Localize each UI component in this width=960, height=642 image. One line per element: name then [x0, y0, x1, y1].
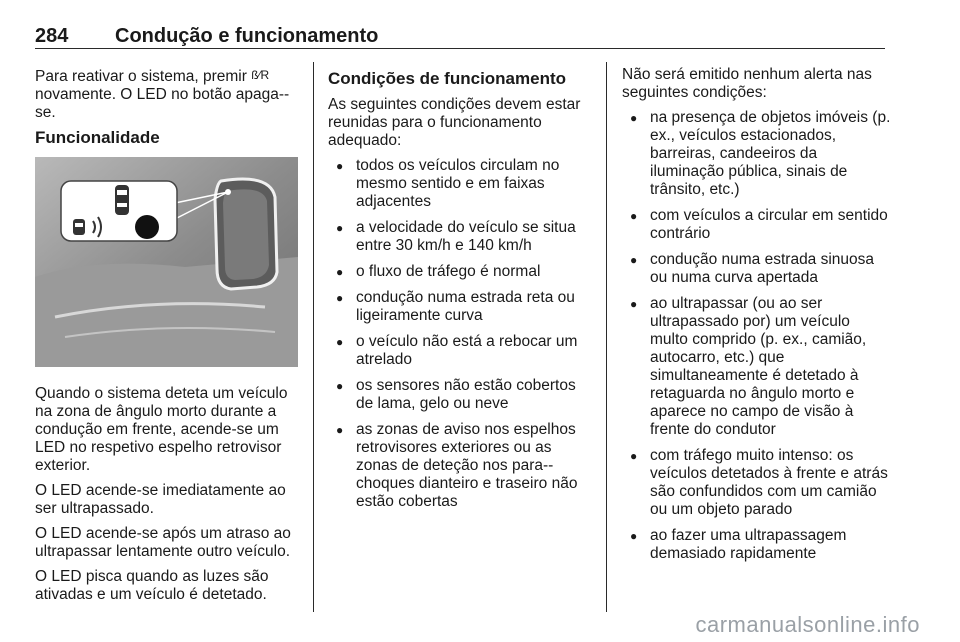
page-number: 284 [35, 25, 69, 47]
section-heading-conditions: Condições de funcionamento [328, 69, 567, 88]
list-item: ● os sensores não estão cobertos de lama, gelo ou neve [328, 377, 593, 413]
column-left [35, 66, 303, 611]
page-header [35, 25, 885, 49]
list-item: ● as zonas de aviso nos espelhos retrovisores exteriores ou as zonas de deteção nos para--choques dianteiro e traseiro não estão cobertas [328, 421, 593, 511]
functionality-paragraph-1: Quando o sistema deteta um veículo na zona de ângulo morto durante a condução em frente, acende-se um LED no respetivo espelho retrovisor exterior. [35, 385, 288, 474]
watermark: carmanualsonline.info [695, 612, 920, 637]
no-alert-list [622, 109, 892, 563]
reactivate-text-start: Para reativar o sistema, premir [35, 68, 252, 85]
list-item: ● ao fazer uma ultrapassagem demasiado rapidamente [622, 527, 892, 563]
section-heading-functionality: Funcionalidade [35, 128, 160, 147]
list-item: ● condução numa estrada sinuosa ou numa curva apertada [622, 251, 892, 287]
column-right [622, 66, 892, 571]
conditions-intro: As seguintes condições devem estar reunidas para o funcionamento adequado: [328, 96, 581, 149]
reactivate-paragraph [35, 66, 303, 122]
list-item: ● o fluxo de tráfego é normal [328, 263, 593, 281]
functionality-paragraph-2: O LED acende-se imediatamente ao ser ultrapassado. [35, 482, 286, 517]
list-item: ● condução numa estrada reta ou ligeiramente curva [328, 289, 593, 325]
mirror-led-illustration [35, 157, 298, 367]
column-divider-1 [313, 62, 314, 612]
functionality-paragraph-3: O LED acende-se após um atraso ao ultrapassar lentamente outro veículo. [35, 525, 291, 560]
list-item: ● a velocidade do veículo se situa entre 30 km/h e 140 km/h [328, 219, 593, 255]
list-item: ● na presença de objetos imóveis (p. ex., veículos estacionados, barreiras, candeeiros da iluminação pública, sinais de trânsito, etc.) [622, 109, 892, 199]
list-item: ● com tráfego muito intenso: os veículos detetados à frente e atrás são confundidos com um camião ou um objeto parado [622, 447, 892, 519]
column-middle [328, 66, 593, 519]
warning-symbol-inset [61, 181, 177, 241]
column-divider-2 [606, 62, 607, 612]
list-item: ● ao ultrapassar (ou ao ser ultrapassado por) um veículo multo comprido (p. ex., camião, autocarro, etc.) que simultaneamente é detetado à retaguarda no ângulo morto e aparece no campo de visão à frente do condutor [622, 295, 892, 439]
conditions-list [328, 157, 593, 511]
list-item: ● com veículos a circular em sentido contrário [622, 207, 892, 243]
reactivate-text-end: novamente. O LED no botão apaga--se. [35, 86, 290, 121]
list-item: ● o veículo não está a rebocar um atrelado [328, 333, 593, 369]
list-item: ● todos os veículos circulam no mesmo sentido e em faixas adjacentes [328, 157, 593, 211]
side-mirror-drawing [215, 179, 277, 289]
blind-spot-icon: ß⁄R [251, 68, 270, 82]
functionality-paragraph-4: O LED pisca quando as luzes são ativadas e um veículo é detetado. [35, 568, 269, 603]
no-alert-intro: Não será emitido nenhum alerta nas seguintes condições: [622, 66, 872, 101]
page-title: Condução e funcionamento [115, 25, 379, 47]
